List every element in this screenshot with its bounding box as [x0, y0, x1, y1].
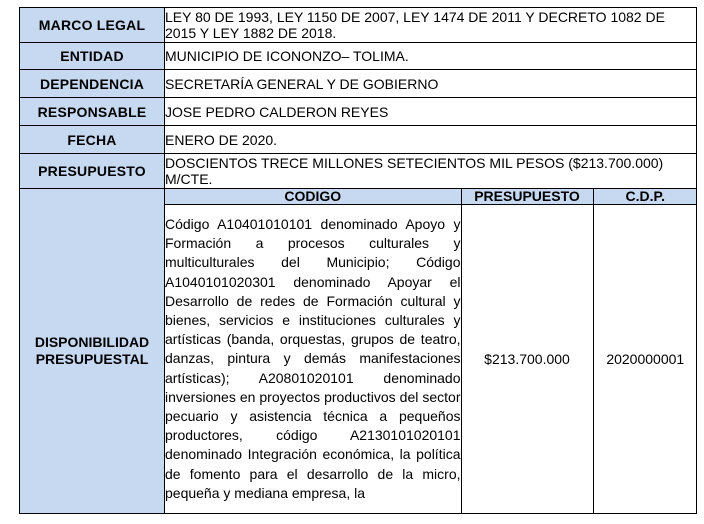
fecha-label: FECHA	[20, 126, 165, 154]
row-responsable	[20, 98, 697, 126]
cdp-header: C.D.P.	[593, 189, 697, 205]
disponibilidad-header-row	[165, 189, 697, 205]
disponibilidad-data-row	[165, 205, 697, 514]
entidad-label: ENTIDAD	[20, 43, 165, 70]
disponibilidad-table	[165, 189, 697, 513]
responsable-value: JOSE PEDRO CALDERON REYES	[165, 98, 697, 126]
entidad-value: MUNICIPIO DE ICONONZO– TOLIMA.	[165, 43, 697, 70]
presupuesto-header: PRESUPUESTO	[461, 189, 593, 205]
row-disponibilidad	[20, 189, 697, 514]
cdp-number: 2020000001	[593, 205, 697, 514]
row-marco-legal	[20, 8, 697, 43]
marco-legal-value: LEY 80 DE 1993, LEY 1150 DE 2007, LEY 1474 DE 2011 Y DECRETO 1082 DE 2015 Y LEY 1882 DE 2018.	[165, 8, 697, 43]
row-presupuesto	[20, 154, 697, 189]
row-fecha	[20, 126, 697, 154]
codigo-header: CODIGO	[165, 189, 461, 205]
contract-info-table	[19, 7, 697, 514]
presupuesto-amount: $213.700.000	[461, 205, 593, 514]
disponibilidad-detail	[165, 189, 697, 514]
disponibilidad-label: DISPONIBILIDAD PRESUPUESTAL	[20, 189, 165, 514]
dependencia-label: DEPENDENCIA	[20, 70, 165, 98]
presupuesto-label: PRESUPUESTO	[20, 154, 165, 189]
presupuesto-value: DOSCIENTOS TRECE MILLONES SETECIENTOS MIL PESOS ($213.700.000) M/CTE.	[165, 154, 697, 189]
dependencia-value: SECRETARÍA GENERAL Y DE GOBIERNO	[165, 70, 697, 98]
fecha-value: ENERO DE 2020.	[165, 126, 697, 154]
codigo-description: Código A10401010101 denominado Apoyo y Formación a procesos culturales y multiculturales del Municipio; Código A1040101020301 denominado Apoyar el Desarrollo de redes de Formación cultural y bienes, servicios e instituciones culturales y artísticas (banda, orquestas, grupos de teatro, danzas, pintura y demás manifestaciones artísticas); A20801020101 denominado inversiones en proyectos productivos del sector pecuario y asistencia técnica a pequeños productores, código A2130101020101 denominado Integración económica, la política de fomento para el desarrollo de la micro, pequeña y mediana empresa, la	[165, 205, 461, 514]
responsable-label: RESPONSABLE	[20, 98, 165, 126]
row-dependencia	[20, 70, 697, 98]
row-entidad	[20, 43, 697, 70]
marco-legal-label: MARCO LEGAL	[20, 8, 165, 43]
